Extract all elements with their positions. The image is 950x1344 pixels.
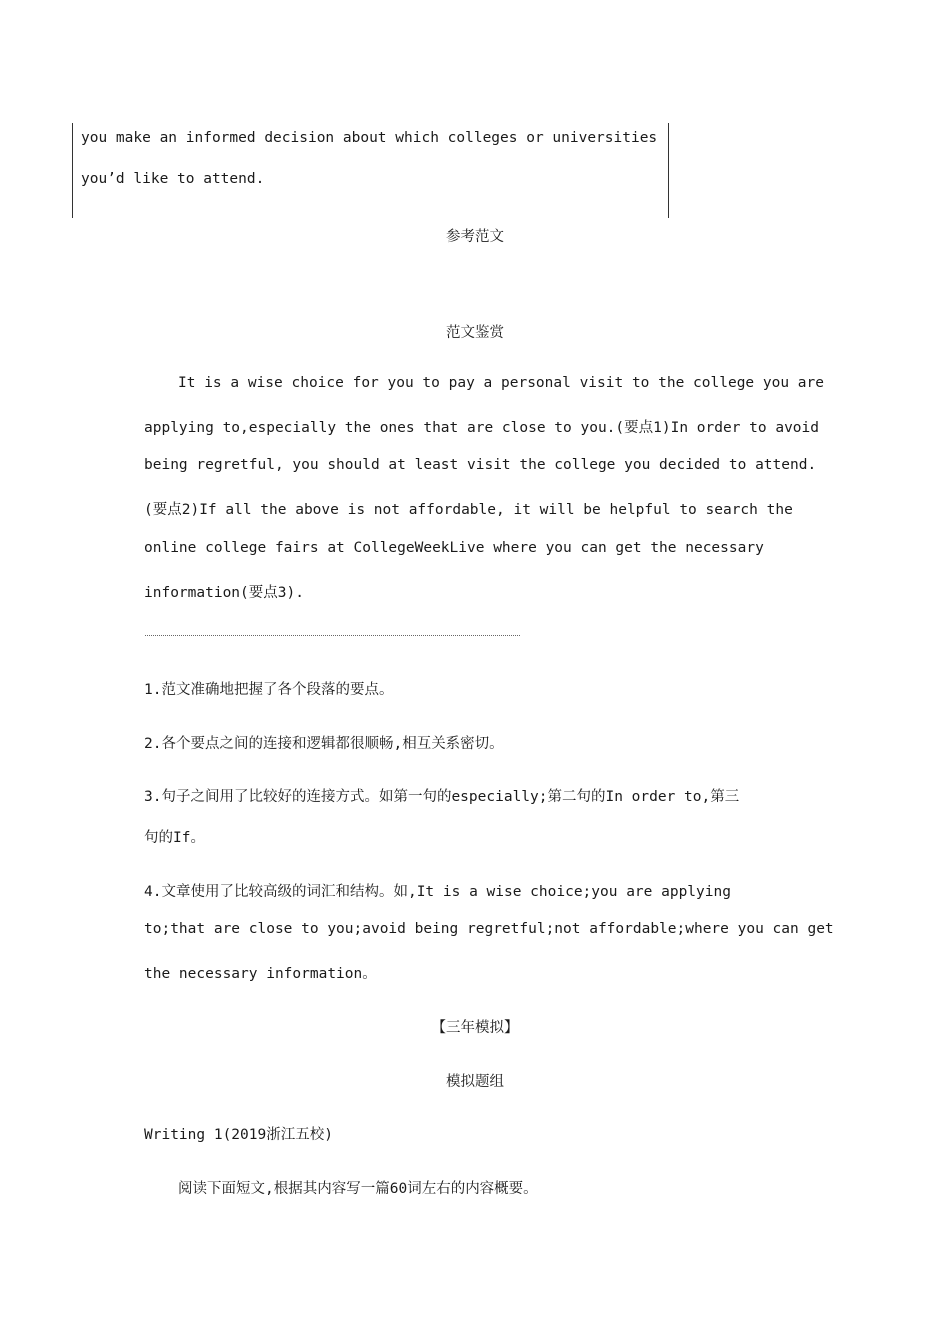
box-left-border [72, 123, 73, 218]
writing-label: Writing 1(2019浙江五校) [144, 1127, 333, 1143]
essay-line: applying to,especially the ones that are close to you.(要点1)In order to avoid [144, 420, 820, 436]
essay-line: information(要点3). [144, 585, 304, 601]
point-4-line-3: the necessary information。 [144, 966, 377, 982]
box-right-border [668, 123, 669, 218]
subsection-title: 模拟题组 [446, 1074, 504, 1090]
point-1: 1.范文准确地把握了各个段落的要点。 [144, 682, 394, 698]
point-4-line-2: to;that are close to you;avoid being regretful;not affordable;where you can get [144, 921, 834, 937]
box-text-line-1: you make an informed decision about which colleges or universities [81, 130, 658, 146]
essay-line: online college fairs at CollegeWeekLive where you can get the necessary [144, 540, 764, 556]
heading-reference: 参考范文 [446, 229, 504, 245]
essay-line: It is a wise choice for you to pay a personal visit to the college you are [178, 375, 825, 391]
essay-line: (要点2)If all the above is not affordable, it will be helpful to search the [144, 502, 793, 518]
point-3-line-2: 句的If。 [144, 830, 205, 846]
section-title: 【三年模拟】 [431, 1020, 519, 1036]
instruction: 阅读下面短文,根据其内容写一篇60词左右的内容概要。 [178, 1181, 538, 1197]
point-4-line-1: 4.文章使用了比较高级的词汇和结构。如,It is a wise choice;you are applying [144, 884, 731, 900]
point-3-line-1: 3.句子之间用了比较好的连接方式。如第一句的especially;第二句的In order to,第三 [144, 789, 740, 805]
box-text-line-2: you’d like to attend. [81, 171, 265, 187]
dotted-divider [145, 635, 520, 636]
point-2: 2.各个要点之间的连接和逻辑都很顺畅,相互关系密切。 [144, 736, 504, 752]
essay-line: being regretful, you should at least visit the college you decided to attend. [144, 457, 817, 473]
heading-appreciation: 范文鉴赏 [446, 325, 504, 341]
